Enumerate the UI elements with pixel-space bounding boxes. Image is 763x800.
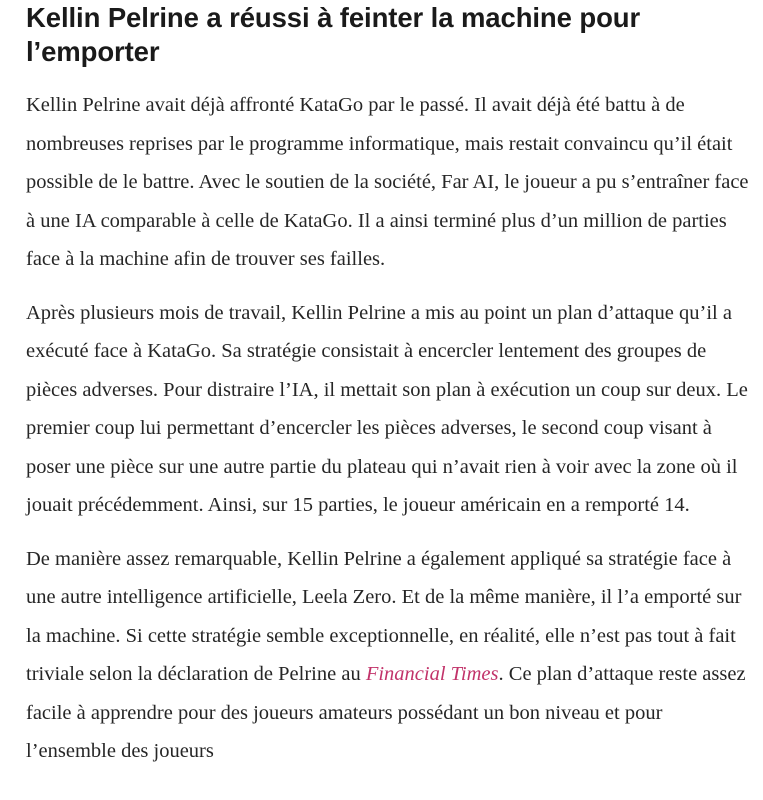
paragraph-3-text-start: De manière assez remarquable, Kellin Pelrine a également appliqué sa stratégie face à une autre intelligence artificielle, Leela Zero. Et de la même manière, il l’a emporté sur la machine. Si cette stratégie semble exceptionnelle, en réalité, elle n’est pas tout à fait triviale selon la déclaration de Pelrine au — [26, 547, 742, 685]
paragraph-2: Après plusieurs mois de travail, Kellin Pelrine a mis au point un plan d’attaque qu’il a exécuté face à KataGo. Sa stratégie consistait à encercler lentement des groupes de pièces adverses. Pour distraire l’IA, il mettait son plan à exécution un coup sur deux. Le premier coup lui permettant d’encercler les pièces adverses, le second coup visant à poser une pièce sur une autre partie du plateau qui n’avait rien à voir avec la zone où il jouait précédemment. Ainsi, sur 15 parties, le joueur américain en a remporté 14. — [26, 301, 748, 516]
paragraph-3 — [26, 540, 751, 771]
article — [26, 0, 751, 771]
financial-times-link[interactable]: Financial Times — [365, 663, 499, 685]
paragraph-3-text-end: . Ce plan d’attaque reste assez facile à apprendre pour des joueurs amateurs possédant un bon niveau et pour l’ensemble des joueurs — [26, 663, 746, 762]
paragraph-1: Kellin Pelrine avait déjà affronté KataGo par le passé. Il avait déjà été battu à de nombreuses reprises par le programme informatique, mais restait convaincu qu’il était possible de le battre. Avec le soutien de la société, Far AI, le joueur a pu s’entraîner face à une IA comparable à celle de KataGo. Il a ainsi terminé plus d’un million de parties face à la machine afin de trouver ses failles. — [26, 94, 749, 270]
article-heading: Kellin Pelrine a réussi à feinter la machine pour l’emporter — [26, 2, 641, 67]
